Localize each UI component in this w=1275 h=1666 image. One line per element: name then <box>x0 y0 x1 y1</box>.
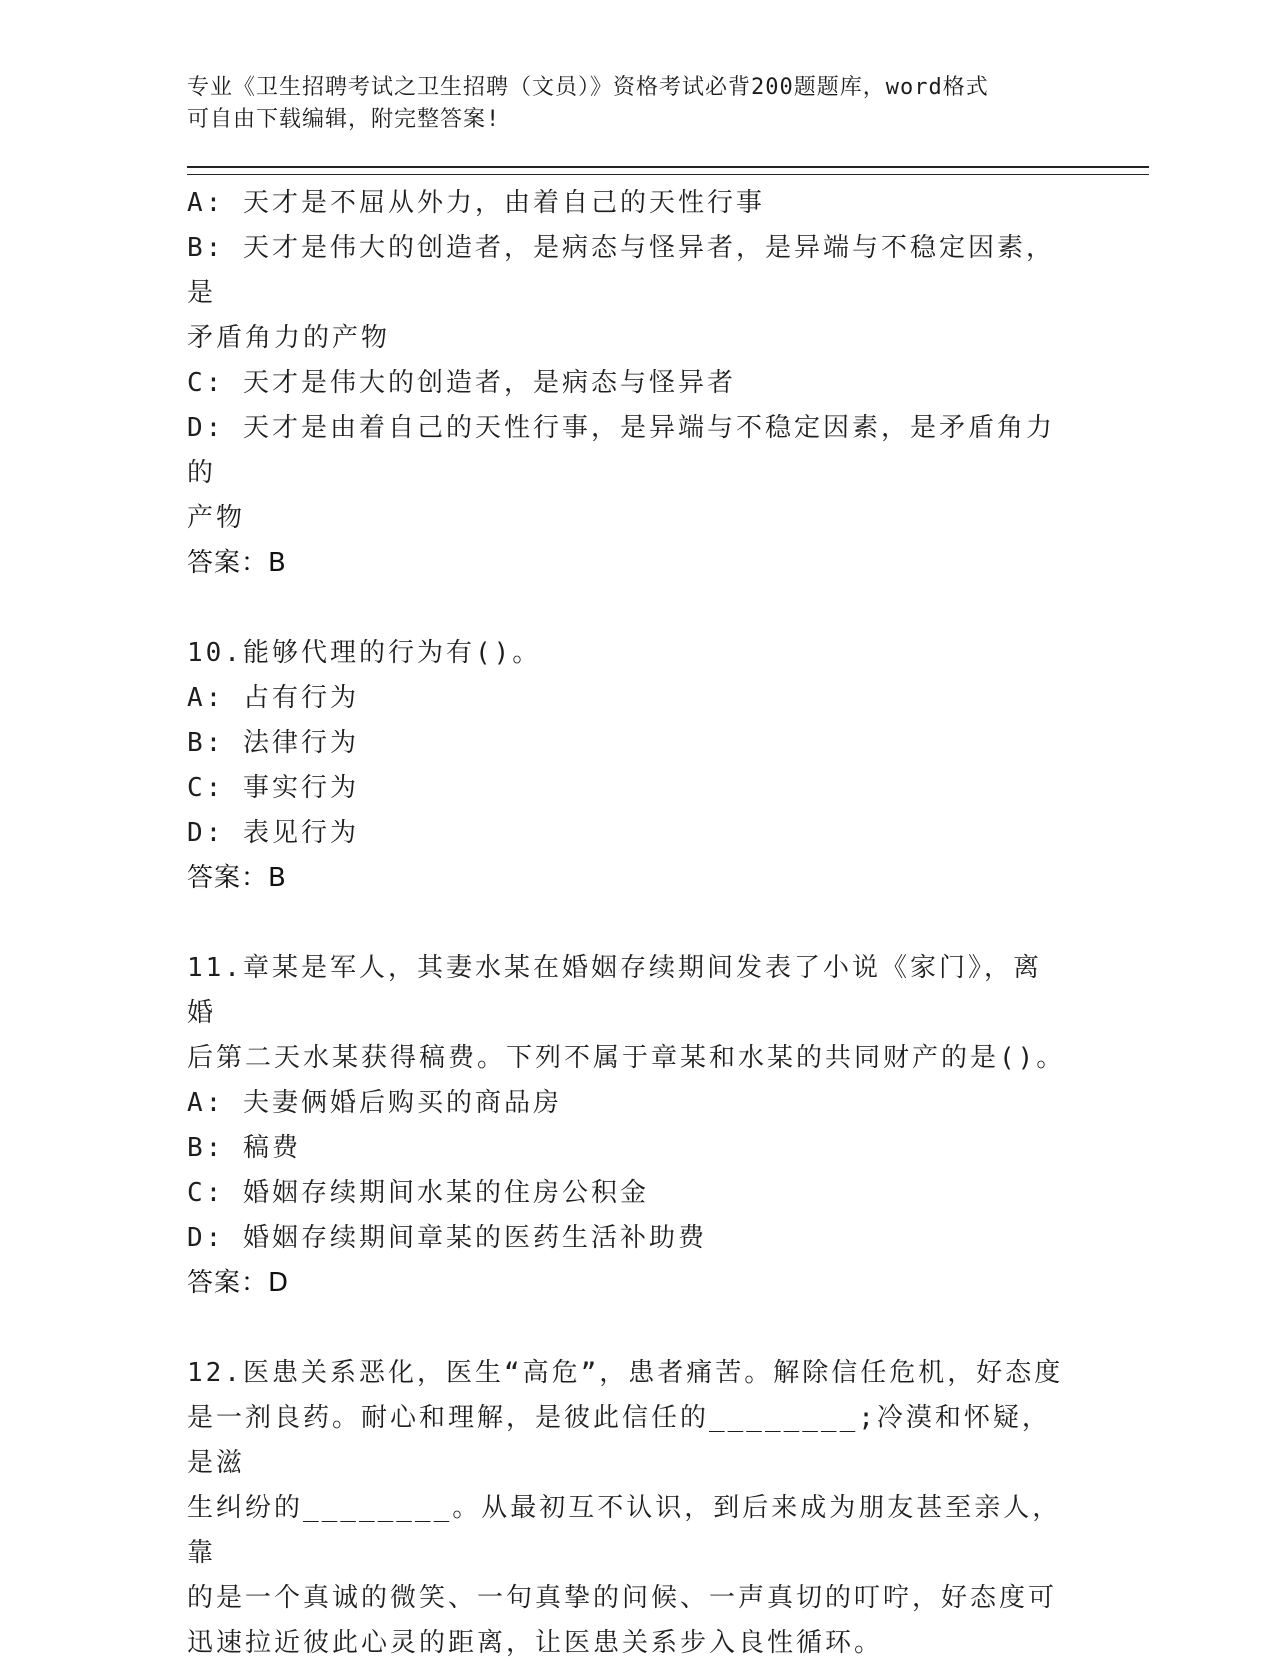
option-d: D: 婚姻存续期间章某的医药生活补助费 <box>187 1223 707 1253</box>
option-d: D: 天才是由着自己的天性行事，是异端与不稳定因素，是矛盾角力的 <box>187 413 1055 488</box>
option-d: D: 表见行为 <box>187 818 359 848</box>
option-b: B: 法律行为 <box>187 728 359 758</box>
document-header <box>187 72 1067 136</box>
question-list <box>187 181 1067 1666</box>
option-c: C: 婚姻存续期间水某的住房公积金 <box>187 1178 649 1208</box>
option-c: C: 事实行为 <box>187 773 359 803</box>
question-10 <box>187 631 1067 901</box>
question-stem-line-2: 是一剂良药。耐心和理解，是彼此信任的________;冷漠和怀疑，是滋 <box>187 1403 1051 1478</box>
answer: 答案：B <box>187 548 287 578</box>
question-stem: 12.医患关系恶化，医生“高危”，患者痛苦。解除信任危机，好态度 <box>187 1358 1064 1388</box>
answer: 答案：D <box>187 1268 290 1298</box>
option-a: A: 占有行为 <box>187 683 359 713</box>
question-stem: 10.能够代理的行为有()。 <box>187 638 542 668</box>
header-line-1: 专业《卫生招聘考试之卫生招聘（文员）》资格考试必背200题题库，word格式 <box>187 75 989 100</box>
option-b: B: 稿费 <box>187 1133 301 1163</box>
option-c: C: 天才是伟大的创造者，是病态与怪异者 <box>187 368 736 398</box>
option-b-continued: 矛盾角力的产物 <box>187 323 391 353</box>
question-12 <box>187 1351 1067 1666</box>
question-stem-continued: 后第二天水某获得稿费。下列不属于章某和水某的共同财产的是()。 <box>187 1043 1066 1073</box>
question-11 <box>187 946 1067 1306</box>
option-a: A: 夫妻俩婚后购买的商品房 <box>187 1088 562 1118</box>
question-stem: 11.章某是军人，其妻水某在婚姻存续期间发表了小说《家门》，离婚 <box>187 953 1042 1028</box>
spacer <box>187 901 1067 946</box>
document-page <box>187 72 1147 1666</box>
question-stem-line-3: 生纠纷的________。从最初互不认识，到后来成为朋友甚至亲人，靠 <box>187 1493 1062 1568</box>
option-a: A: 天才是不屈从外力，由着自己的天性行事 <box>187 188 765 218</box>
question-9-options <box>187 181 1067 586</box>
option-b: B: 天才是伟大的创造者，是病态与怪异者，是异端与不稳定因素，是 <box>187 233 1055 308</box>
spacer <box>187 1306 1067 1351</box>
header-line-2: 可自由下载编辑，附完整答案! <box>187 107 501 132</box>
answer: 答案：B <box>187 863 287 893</box>
question-stem-line-4: 的是一个真诚的微笑、一句真挚的问候、一声真切的叮咛，好态度可 <box>187 1583 1058 1613</box>
header-divider <box>187 166 1149 175</box>
spacer <box>187 586 1067 631</box>
question-stem-line-5: 迅速拉近彼此心灵的距离，让医患关系步入良性循环。 <box>187 1628 884 1658</box>
option-d-continued: 产物 <box>187 503 246 533</box>
